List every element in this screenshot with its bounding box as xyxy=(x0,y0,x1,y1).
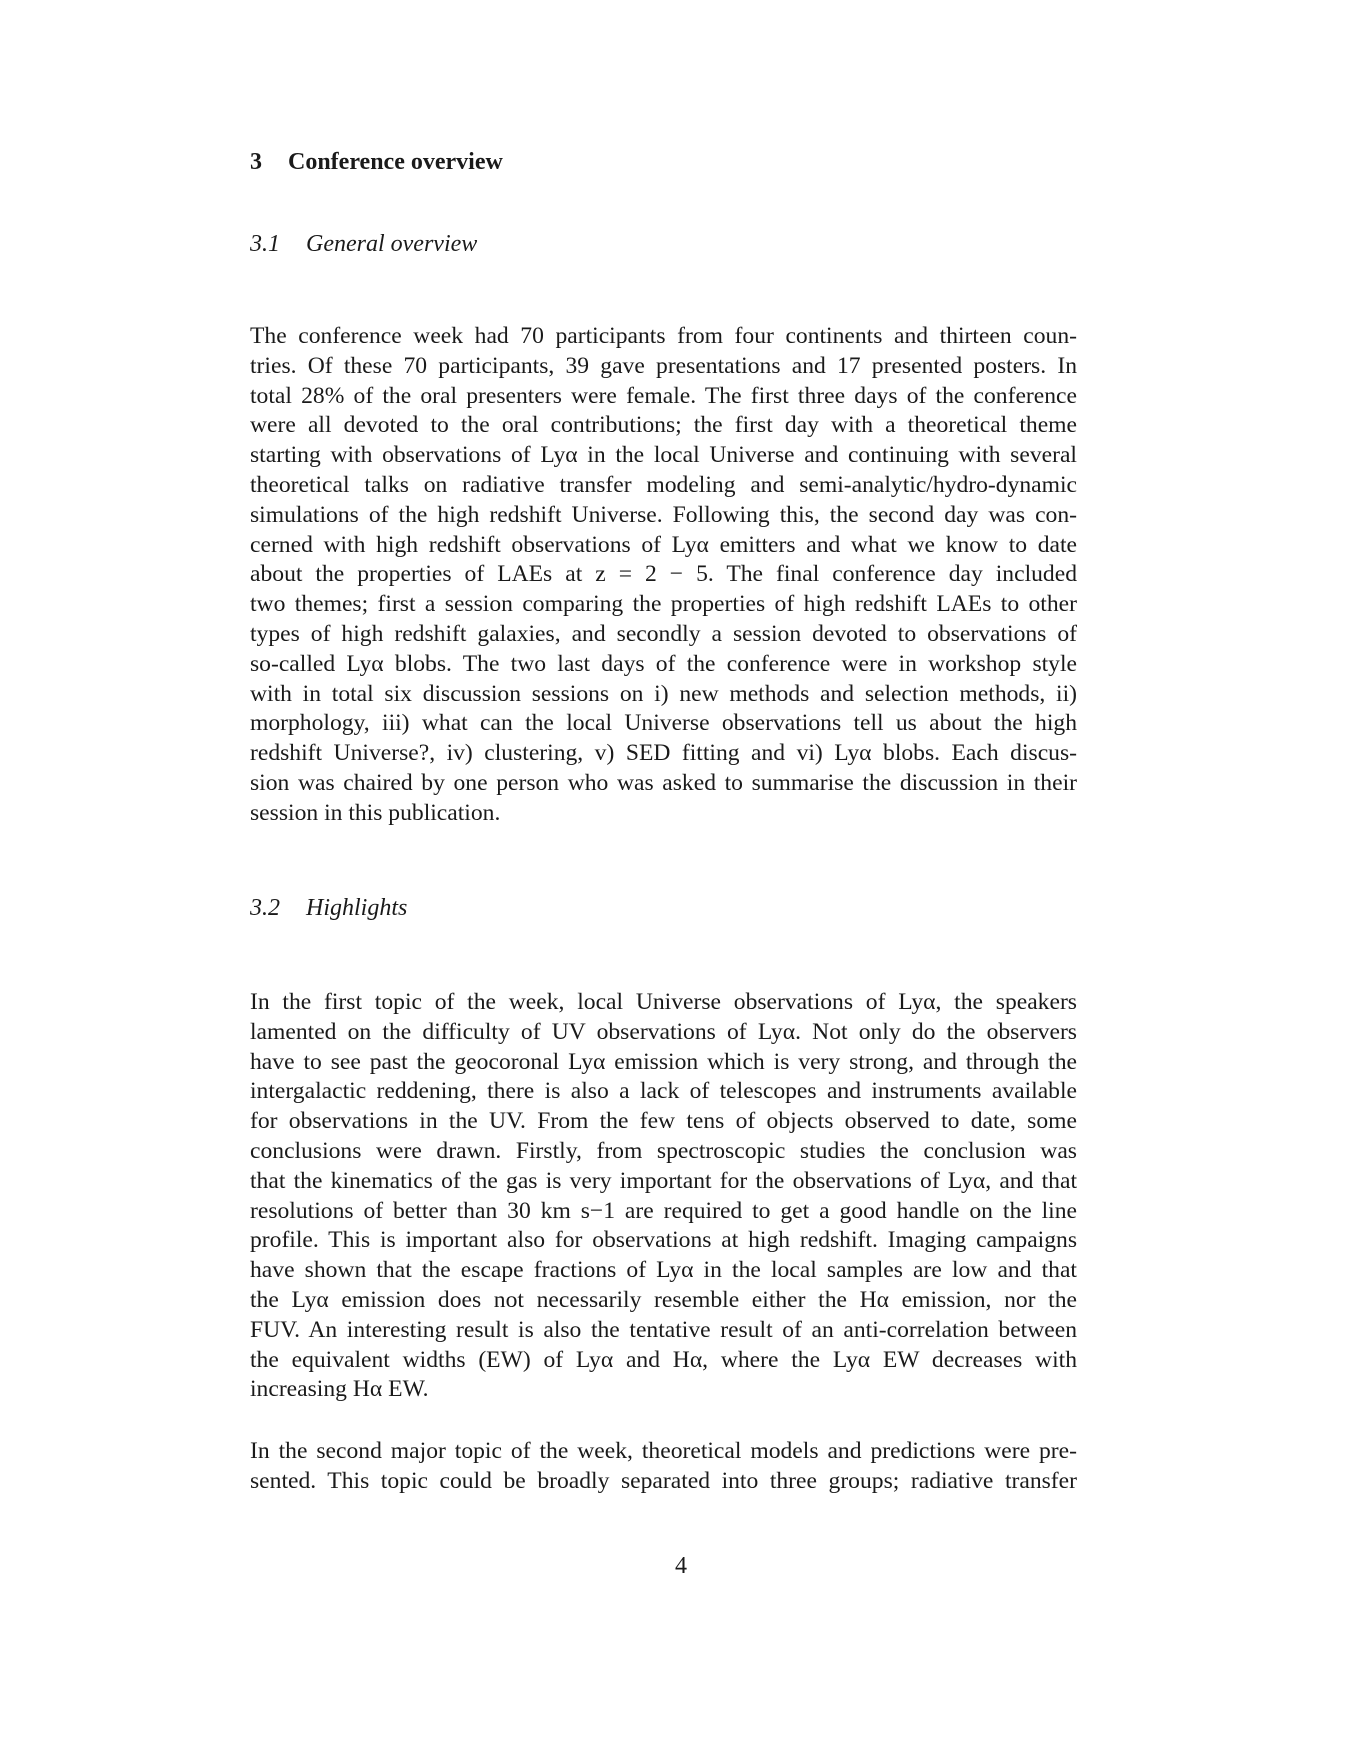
text-line: the Lyα emission does not necessarily resemble either the Hα emission, nor the xyxy=(250,1286,1077,1313)
subsection-heading-highlights xyxy=(250,892,407,924)
subsection-heading-general-overview xyxy=(250,228,477,260)
text-line: that the kinematics of the gas is very important for the observations of Lyα, and that xyxy=(250,1167,1077,1194)
subsection-title: General overview xyxy=(306,231,478,257)
text-line: The conference week had 70 participants from four continents and thirteen coun- xyxy=(250,323,1077,349)
text-line: total 28% of the oral presenters were female. The first three days of the conference xyxy=(250,382,1077,409)
text-line: about the properties of LAEs at z = 2 − 5. The final conference day included xyxy=(250,561,1077,588)
text-line: In the first topic of the week, local Universe observations of Lyα, the speakers xyxy=(250,989,1077,1015)
text-line: profile. This is important also for observations at high redshift. Imaging campaigns xyxy=(250,1227,1077,1254)
text-line: FUV. An interesting result is also the tentative result of an anti-correlation between xyxy=(250,1316,1077,1343)
text-line: were all devoted to the oral contributions; the first day with a theoretical theme xyxy=(250,412,1077,439)
text-line: starting with observations of Lyα in the local Universe and continuing with several xyxy=(250,442,1077,469)
section-title: Conference overview xyxy=(288,149,503,175)
paragraph-theoretical-models xyxy=(250,1437,1077,1497)
text-line: have to see past the geocoronal Lyα emission which is very strong, and through the xyxy=(250,1048,1077,1075)
section-number: 3 xyxy=(250,149,262,175)
text-line: the equivalent widths (EW) of Lyα and Hα, where the Lyα EW decreases with xyxy=(250,1346,1077,1373)
paragraph-general-overview xyxy=(250,322,1077,829)
text-line: tries. Of these 70 participants, 39 gave presentations and 17 presented posters. In xyxy=(250,352,1077,379)
text-line: sented. This topic could be broadly separated into three groups; radiative transfer xyxy=(250,1467,1077,1494)
text-line: two themes; first a session comparing the properties of high redshift LAEs to other xyxy=(250,591,1077,618)
text-line: intergalactic reddening, there is also a lack of telescopes and instruments available xyxy=(250,1078,1077,1105)
text-line: for observations in the UV. From the few tens of objects observed to date, some xyxy=(250,1108,1077,1135)
paragraph-highlights-local-universe xyxy=(250,988,1077,1405)
page-number: 4 xyxy=(675,1553,687,1579)
text-line: have shown that the escape fractions of Lyα in the local samples are low and that xyxy=(250,1257,1077,1284)
text-line: redshift Universe?, iv) clustering, v) SED fitting and vi) Lyα blobs. Each discus- xyxy=(250,740,1077,767)
text-line: morphology, iii) what can the local Universe observations tell us about the high xyxy=(250,710,1077,737)
text-line: so-called Lyα blobs. The two last days of the conference were in workshop style xyxy=(250,650,1077,677)
subsection-number: 3.1 xyxy=(250,231,280,257)
text-line: increasing Hα EW. xyxy=(250,1376,429,1403)
text-line: resolutions of better than 30 km s−1 are required to get a good handle on the line xyxy=(250,1197,1077,1224)
text-line: sion was chaired by one person who was asked to summarise the discussion in their xyxy=(250,769,1077,796)
text-line: lamented on the difficulty of UV observations of Lyα. Not only do the observers xyxy=(250,1018,1077,1045)
text-line: conclusions were drawn. Firstly, from spectroscopic studies the conclusion was xyxy=(250,1137,1077,1164)
text-line: cerned with high redshift observations of Lyα emitters and what we know to date xyxy=(250,531,1077,558)
text-line: In the second major topic of the week, theoretical models and predictions were pre- xyxy=(250,1438,1077,1464)
subsection-title: Highlights xyxy=(306,895,408,921)
text-line: types of high redshift galaxies, and secondly a session devoted to observations of xyxy=(250,620,1077,647)
text-line: theoretical talks on radiative transfer modeling and semi-analytic/hydro-dynamic xyxy=(250,471,1077,498)
text-line: with in total six discussion sessions on i) new methods and selection methods, ii) xyxy=(250,680,1077,707)
subsection-number: 3.2 xyxy=(250,895,280,921)
text-line: session in this publication. xyxy=(250,799,501,826)
text-line: simulations of the high redshift Universe. Following this, the second day was con- xyxy=(250,501,1077,528)
section-heading xyxy=(250,146,503,178)
